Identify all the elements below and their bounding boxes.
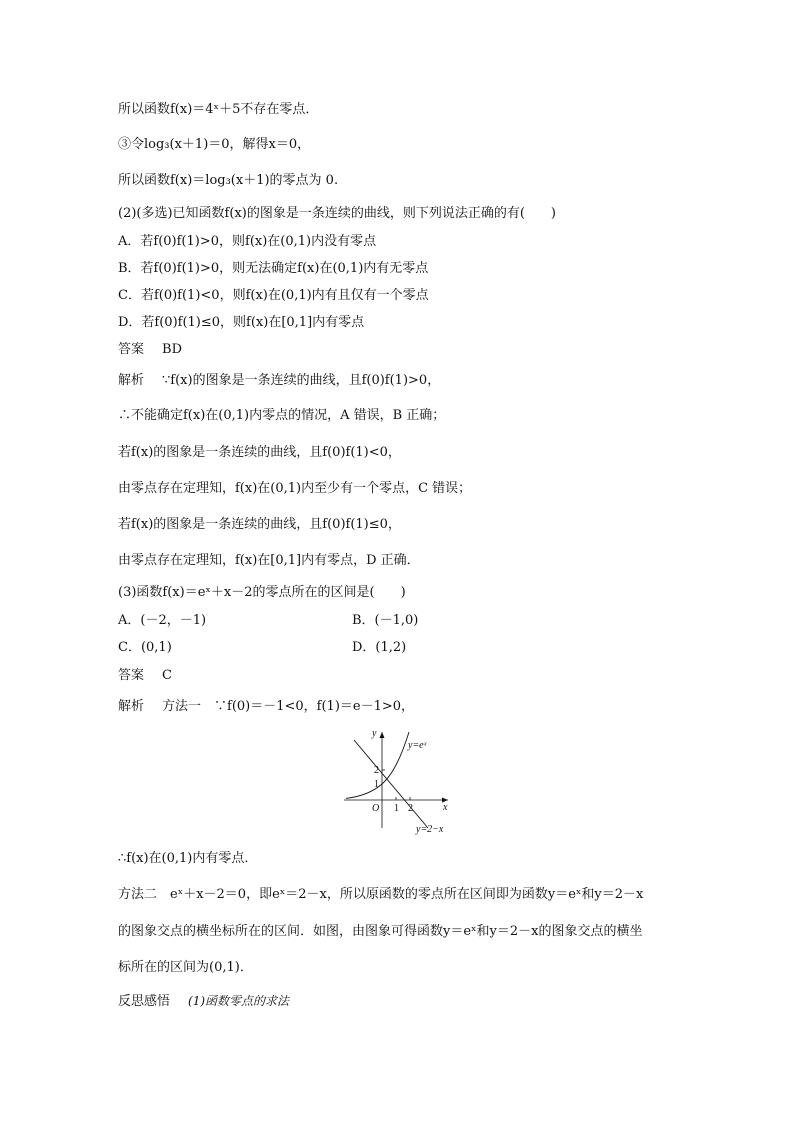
answer-line [118,341,182,359]
question-2: (2)(多选)已知函数f(x)的图象是一条连续的曲线，则下列说法正确的有( ) [118,206,556,221]
option-b: B．(－1,0) [352,613,419,628]
option-a: A．(－2，－1) [118,613,207,628]
answer-value: C [162,668,172,683]
text-line: 由零点存在定理知，f(x)在[0,1]内有零点，D 正确． [118,553,420,568]
reflection-line [118,992,289,1011]
curve-label: y=eˣ [408,740,427,751]
option-c: C．(0,1) [118,640,172,655]
text-line: ∴不能确定f(x)在(0,1)内零点的情况，A 错误，B 正确； [118,408,446,423]
y-tick-label-2: 2 [374,765,379,776]
analysis-line [118,372,440,390]
text-line: 的图象交点的横坐标所在的区间．如图，由图象可得函数y＝eˣ和y＝2－x的图象交点的横坐 [118,924,643,939]
x-tick-label-1: 1 [394,803,399,814]
y-tick-label-1: 1 [374,779,379,790]
option-d: D．(1,2) [352,640,407,655]
origin-label: O [372,803,380,814]
option-a: A．若f(0)f(1)>0，则f(x)在(0,1)内没有零点 [118,234,377,249]
question-3: (3)函数f(x)＝eˣ＋x－2的零点所在的区间是( ) [118,585,406,600]
function-graph [338,728,458,838]
text-line: ∴f(x)在(0,1)内有零点． [118,851,258,866]
answer-line [118,667,172,685]
text-line: ③令log₃(x＋1)＝0，解得x＝0， [118,137,311,152]
text-line: 所以函数f(x)＝log₃(x＋1)的零点为 0. [118,173,339,188]
analysis-text: 方法一 ∵f(0)＝－1<0，f(1)＝e－1>0， [162,699,415,714]
text-line: 若f(x)的图象是一条连续的曲线，且f(0)f(1)<0， [118,445,401,460]
analysis-text: ∵f(x)的图象是一条连续的曲线，且f(0)f(1)>0， [162,373,441,388]
option-c: C．若f(0)f(1)<0，则f(x)在(0,1)内有且仅有一个零点 [118,288,429,303]
option-b: B．若f(0)f(1)>0，则无法确定f(x)在(0,1)内有无零点 [118,261,429,276]
x-axis-label: x [443,802,448,813]
analysis-label: 解析 [118,373,145,388]
answer-label: 答案 [118,342,145,357]
y-axis-label: y [372,728,377,739]
reflection-label: 反思感悟 [118,994,171,1009]
text-line: 标所在的区间为(0,1)． [118,960,253,975]
method-two: 方法二 eˣ＋x－2＝0，即eˣ＝2－x，所以原函数的零点所在区间即为函数y＝eˣ和y＝2－x [118,887,644,902]
line-label: y=2−x [416,824,444,835]
option-d: D．若f(0)f(1)≤0，则f(x)在[0,1]内有零点 [118,315,365,330]
linear-line [354,740,428,828]
analysis-label: 解析 [118,699,145,714]
x-tick-label-2: 2 [408,803,413,814]
y-axis-arrow [380,732,385,738]
text-line: 所以函数f(x)＝4ˣ＋5不存在零点． [118,102,319,117]
analysis-line [118,698,414,716]
text-line: 若f(x)的图象是一条连续的曲线，且f(0)f(1)≤0， [118,517,401,532]
answer-label: 答案 [118,668,145,683]
text-line: 由零点存在定理知，f(x)在(0,1)内至少有一个零点，C 错误； [118,481,472,496]
reflection-text: (1)函数零点的求法 [188,994,290,1008]
answer-value: BD [162,342,182,357]
